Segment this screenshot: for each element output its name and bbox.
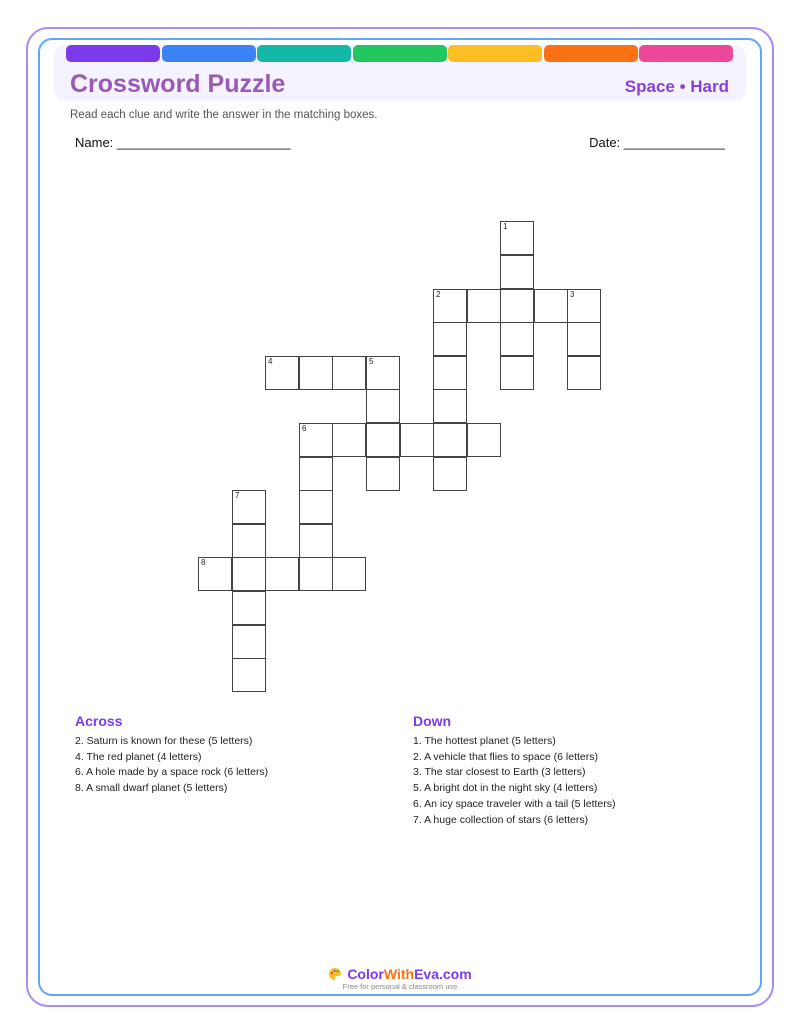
- down-heading: Down: [413, 713, 452, 729]
- crossword-cell[interactable]: [366, 423, 400, 457]
- brand-dotcom: .com: [439, 966, 472, 982]
- clue-number: 8: [201, 558, 206, 567]
- clue-number: 6: [302, 424, 307, 433]
- footer-logo: [0, 966, 800, 991]
- clue-number: 5: [369, 357, 374, 366]
- theme-difficulty-tag: Space • Hard: [624, 77, 729, 96]
- crossword-cell[interactable]: [366, 356, 400, 390]
- crossword-cell[interactable]: [500, 289, 534, 323]
- clue-item: 6. An icy space traveler with a tail (5 letters): [413, 797, 616, 810]
- crossword-cell[interactable]: [467, 289, 501, 323]
- clue-item: 1. The hottest planet (5 letters): [413, 735, 556, 747]
- crossword-cell[interactable]: [232, 490, 266, 524]
- instructions-text: Read each clue and write the answer in the matching boxes.: [70, 109, 378, 121]
- crossword-cell[interactable]: [299, 557, 333, 591]
- crossword-cell[interactable]: [232, 524, 266, 558]
- crossword-cell[interactable]: [299, 490, 333, 524]
- crossword-cell[interactable]: [265, 557, 299, 591]
- across-heading: Across: [75, 713, 123, 729]
- brand-with: With: [383, 966, 415, 982]
- crossword-cell[interactable]: [366, 389, 400, 423]
- crossword-cell[interactable]: [534, 289, 568, 323]
- crossword-cell[interactable]: [433, 389, 467, 423]
- clue-item: 7. A huge collection of stars (6 letters): [413, 813, 589, 826]
- crossword-cell[interactable]: [265, 356, 299, 390]
- crossword-cell[interactable]: [500, 221, 534, 255]
- name-field[interactable]: Name: ________________________: [75, 135, 291, 150]
- clue-item: 5. A bright dot in the night sky (4 letters): [413, 782, 598, 795]
- clue-item: 3. The star closest to Earth (3 letters): [413, 766, 586, 779]
- crossword-cell[interactable]: [400, 423, 434, 457]
- across-clue-list: [75, 734, 268, 797]
- clue-item: 2. Saturn is known for these (5 letters): [75, 735, 253, 747]
- crossword-cell[interactable]: [433, 356, 467, 390]
- palette-icon: [328, 967, 342, 981]
- crossword-cell[interactable]: [567, 322, 601, 356]
- clue-number: 1: [503, 222, 508, 231]
- clue-item: 6. A hole made by a space rock (6 letters): [75, 766, 269, 779]
- crossword-cell[interactable]: [332, 423, 366, 457]
- crossword-cell[interactable]: [332, 557, 366, 591]
- crossword-cell[interactable]: [433, 423, 467, 457]
- clue-item: 2. A vehicle that flies to space (6 letters): [413, 750, 599, 763]
- crossword-cell[interactable]: [500, 322, 534, 356]
- crossword-cell[interactable]: [567, 356, 601, 390]
- crossword-cell[interactable]: [366, 457, 400, 491]
- crossword-cell[interactable]: [567, 289, 601, 323]
- crossword-cell[interactable]: [433, 457, 467, 491]
- crossword-cell[interactable]: [232, 557, 266, 591]
- clue-number: 2: [436, 290, 441, 299]
- brand-color: Color: [347, 966, 384, 982]
- crossword-cell[interactable]: [198, 557, 232, 591]
- clue-number: 7: [235, 491, 240, 500]
- crossword-cell[interactable]: [433, 322, 467, 356]
- date-field[interactable]: Date: ______________: [589, 135, 725, 150]
- down-clue-list: [413, 734, 616, 828]
- clue-item: 8. A small dwarf planet (5 letters): [75, 782, 228, 795]
- footer-subtext: Free for personal & classroom use: [342, 982, 458, 991]
- clue-number: 3: [570, 290, 575, 299]
- crossword-cell[interactable]: [299, 524, 333, 558]
- crossword-cell[interactable]: [500, 255, 534, 289]
- crossword-cell[interactable]: [232, 658, 266, 692]
- page-title: Crossword Puzzle: [70, 70, 286, 98]
- crossword-cell[interactable]: [433, 289, 467, 323]
- crossword-cell[interactable]: [232, 625, 266, 659]
- crossword-cell[interactable]: [232, 591, 266, 625]
- crossword-cell[interactable]: [500, 356, 534, 390]
- crossword-cell[interactable]: [467, 423, 501, 457]
- clue-number: 4: [268, 357, 273, 366]
- crossword-cell[interactable]: [299, 356, 333, 390]
- clue-item: 4. The red planet (4 letters): [75, 750, 202, 763]
- crossword-cell[interactable]: [299, 423, 333, 457]
- brand-eva: Eva: [414, 966, 439, 982]
- crossword-cell[interactable]: [332, 356, 366, 390]
- crossword-cell[interactable]: [299, 457, 333, 491]
